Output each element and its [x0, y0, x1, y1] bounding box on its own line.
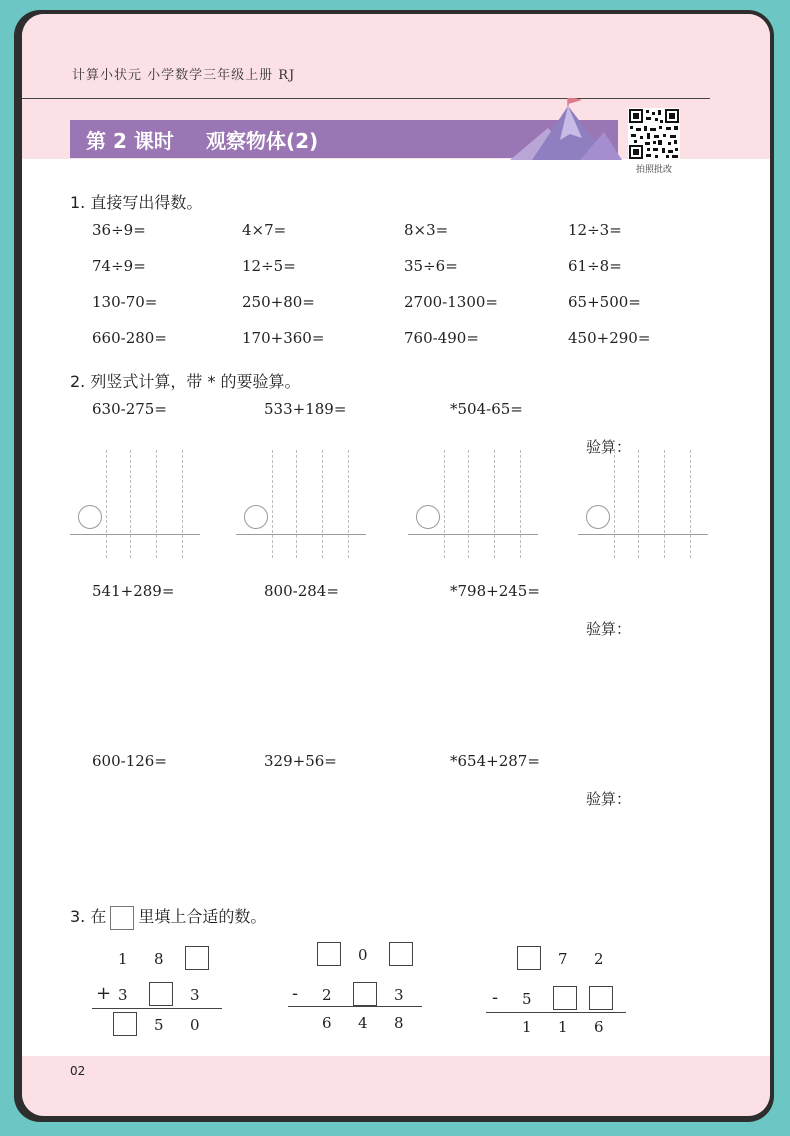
vertical-calc-problem: *798+245= — [450, 582, 540, 600]
puzzle-digit: 1 — [522, 1018, 532, 1036]
puzzle-digit: 1 — [118, 950, 128, 968]
puzzle-digit: 0 — [190, 1016, 200, 1034]
grid-dashed-line — [296, 450, 297, 558]
answer-box[interactable] — [517, 946, 541, 970]
puzzle-digit: 8 — [394, 1014, 404, 1032]
grid-dashed-line — [638, 450, 639, 558]
column-grid[interactable] — [578, 444, 713, 564]
answer-box[interactable] — [353, 982, 377, 1006]
carry-circle[interactable] — [586, 505, 610, 529]
check-label: 验算： — [586, 790, 632, 808]
lesson-title: 观察物体(2) — [206, 129, 319, 153]
puzzle-digit: 0 — [358, 946, 368, 964]
answer-box[interactable] — [149, 982, 173, 1006]
section-3-title — [70, 904, 266, 930]
oral-problem: 12÷5= — [242, 257, 296, 275]
workbook-page — [22, 14, 770, 1116]
column-grid[interactable] — [70, 444, 205, 564]
oral-problem: 61÷8= — [568, 257, 622, 275]
puzzle-bar-line — [486, 1012, 626, 1013]
qr-code-icon[interactable] — [628, 108, 680, 160]
puzzle-digit: 7 — [558, 950, 568, 968]
puzzle-digit: 3 — [190, 986, 200, 1004]
puzzle-digit: 8 — [154, 950, 164, 968]
column-grid[interactable] — [236, 444, 371, 564]
answer-box[interactable] — [553, 986, 577, 1010]
oral-problem: 660-280= — [92, 329, 167, 347]
column-grid[interactable] — [408, 444, 543, 564]
grid-dashed-line — [664, 450, 665, 558]
puzzle-digit: 3 — [118, 986, 128, 1004]
grid-dashed-line — [272, 450, 273, 558]
vertical-calc-problem: 800-284= — [264, 582, 339, 600]
oral-problem: 2700-1300= — [404, 293, 498, 311]
vertical-calc-problem: *504-65= — [450, 400, 523, 418]
vertical-calc-problem: 541+289= — [92, 582, 175, 600]
section-3-title-before: 3. 在 — [70, 907, 107, 926]
grid-dashed-line — [130, 450, 131, 558]
oral-problem: 4×7= — [242, 221, 287, 239]
oral-problem: 450+290= — [568, 329, 651, 347]
grid-dashed-line — [520, 450, 521, 558]
grid-dashed-line — [444, 450, 445, 558]
puzzle-digit: 6 — [322, 1014, 332, 1032]
operator-sign: - — [292, 983, 299, 1004]
oral-problem: 130-70= — [92, 293, 158, 311]
grid-result-line — [578, 534, 708, 535]
page-number: 02 — [70, 1064, 86, 1078]
puzzle-digit: 2 — [594, 950, 604, 968]
check-label: 验算： — [586, 438, 632, 456]
grid-dashed-line — [468, 450, 469, 558]
oral-problem: 760-490= — [404, 329, 479, 347]
oral-problem: 8×3= — [404, 221, 449, 239]
vertical-calc-problem: 329+56= — [264, 752, 337, 770]
grid-dashed-line — [690, 450, 691, 558]
oral-problem: 35÷6= — [404, 257, 458, 275]
vertical-calc-problem: 630-275= — [92, 400, 167, 418]
section-1-title: 1. 直接写出得数。 — [70, 193, 203, 212]
grid-dashed-line — [614, 450, 615, 558]
answer-box[interactable] — [113, 1012, 137, 1036]
puzzle-digit: 1 — [558, 1018, 568, 1036]
carry-circle[interactable] — [416, 505, 440, 529]
operator-sign: - — [492, 987, 499, 1008]
carry-circle[interactable] — [244, 505, 268, 529]
puzzle-bar-line — [92, 1008, 222, 1009]
oral-problem: 65+500= — [568, 293, 641, 311]
puzzle-digit: 3 — [394, 986, 404, 1004]
puzzle-digit: 5 — [522, 990, 532, 1008]
answer-box[interactable] — [589, 986, 613, 1010]
section-2-title: 2. 列竖式计算，带 * 的要验算。 — [70, 372, 301, 391]
bottom-pink-band — [22, 1056, 770, 1116]
answer-box[interactable] — [185, 946, 209, 970]
puzzle-digit: 2 — [322, 986, 332, 1004]
grid-result-line — [408, 534, 538, 535]
oral-problem: 12÷3= — [568, 221, 622, 239]
operator-sign: + — [96, 983, 112, 1004]
oral-problem: 170+360= — [242, 329, 325, 347]
vertical-calc-problem: 533+189= — [264, 400, 347, 418]
grid-dashed-line — [182, 450, 183, 558]
answer-box[interactable] — [389, 942, 413, 966]
check-label: 验算： — [586, 620, 632, 638]
puzzle-digit: 4 — [358, 1014, 368, 1032]
grid-result-line — [70, 534, 200, 535]
grid-result-line — [236, 534, 366, 535]
answer-box[interactable] — [317, 942, 341, 966]
grid-dashed-line — [322, 450, 323, 558]
puzzle-digit: 6 — [594, 1018, 604, 1036]
book-title: 计算小状元 小学数学三年级上册 RJ — [72, 68, 296, 83]
qr-caption: 拍照批改 — [635, 165, 672, 175]
section-3-title-after: 里填上合适的数。 — [138, 907, 267, 926]
grid-dashed-line — [106, 450, 107, 558]
answer-box-legend — [110, 906, 134, 930]
oral-problem: 74÷9= — [92, 257, 146, 275]
oral-problem: 250+80= — [242, 293, 315, 311]
grid-dashed-line — [156, 450, 157, 558]
puzzle-bar-line — [288, 1006, 422, 1007]
puzzle-digit: 5 — [154, 1016, 164, 1034]
mountain-flag-icon — [510, 98, 622, 160]
vertical-calc-problem: 600-126= — [92, 752, 167, 770]
oral-problem: 36÷9= — [92, 221, 146, 239]
lesson-number: 第 2 课时 — [86, 129, 174, 153]
grid-dashed-line — [348, 450, 349, 558]
carry-circle[interactable] — [78, 505, 102, 529]
vertical-calc-problem: *654+287= — [450, 752, 540, 770]
grid-dashed-line — [494, 450, 495, 558]
